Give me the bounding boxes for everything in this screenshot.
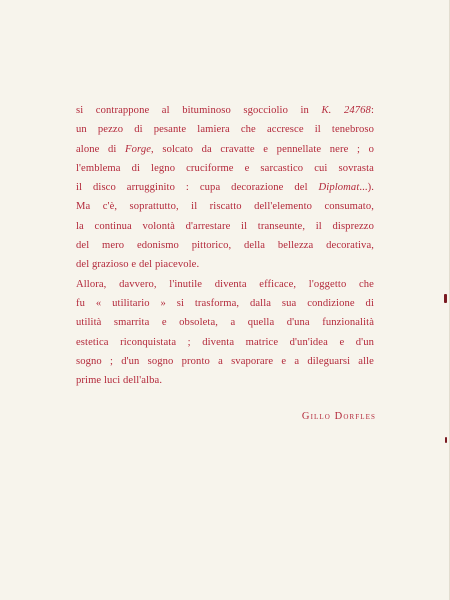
text-line: si contrappone al bituminoso sgocciolio in K. 24768: [76, 105, 374, 116]
text-line: utilità smarrita e obsoleta, a quella d'una funzionalità [76, 317, 374, 329]
text-line: estetica riconquistata ; diventa matrice d'un'idea e d'un [76, 336, 374, 348]
text-line: fu « utilitario » si trasforma, dalla sua condizione di [76, 297, 374, 309]
text-line: il disco arrugginito : cupa decorazione del Diplomat...). [76, 182, 374, 194]
text-line: l'emblema di legno cruciforme e sarcastico cui sovrasta [76, 162, 374, 174]
text-line: prime luci dell'alba. [76, 375, 163, 387]
text-line: del grazioso e del piacevole. [76, 259, 200, 271]
essay-text [76, 101, 374, 390]
artwork-title: Diplomat [318, 182, 360, 194]
artwork-title: Forge [125, 143, 152, 155]
text-line: un pezzo di pesante lamiera che accresce il tenebroso [76, 124, 374, 136]
artwork-title: K. 24768 [321, 105, 371, 116]
author-signature: Gillo Dorfles [301, 411, 376, 422]
text-line: la continua volontà d'arrestare il transeunte, il disprezzo [76, 220, 374, 232]
page-edge-mark [444, 294, 447, 303]
text-line: alone di Forge, solcato da cravatte e pennellate nere ; o [76, 143, 374, 155]
text-line: Allora, davvero, l'inutile diventa efficace, l'oggetto che [76, 278, 374, 290]
page-edge-mark [445, 437, 447, 443]
text-line: sogno ; d'un sogno pronto a svaporare e a dileguarsi alle [76, 355, 374, 367]
text-line: Ma c'è, soprattutto, il riscatto dell'elemento consumato, [76, 201, 374, 213]
text-line: del mero edonismo pittorico, della bellezza decorativa, [76, 240, 374, 252]
